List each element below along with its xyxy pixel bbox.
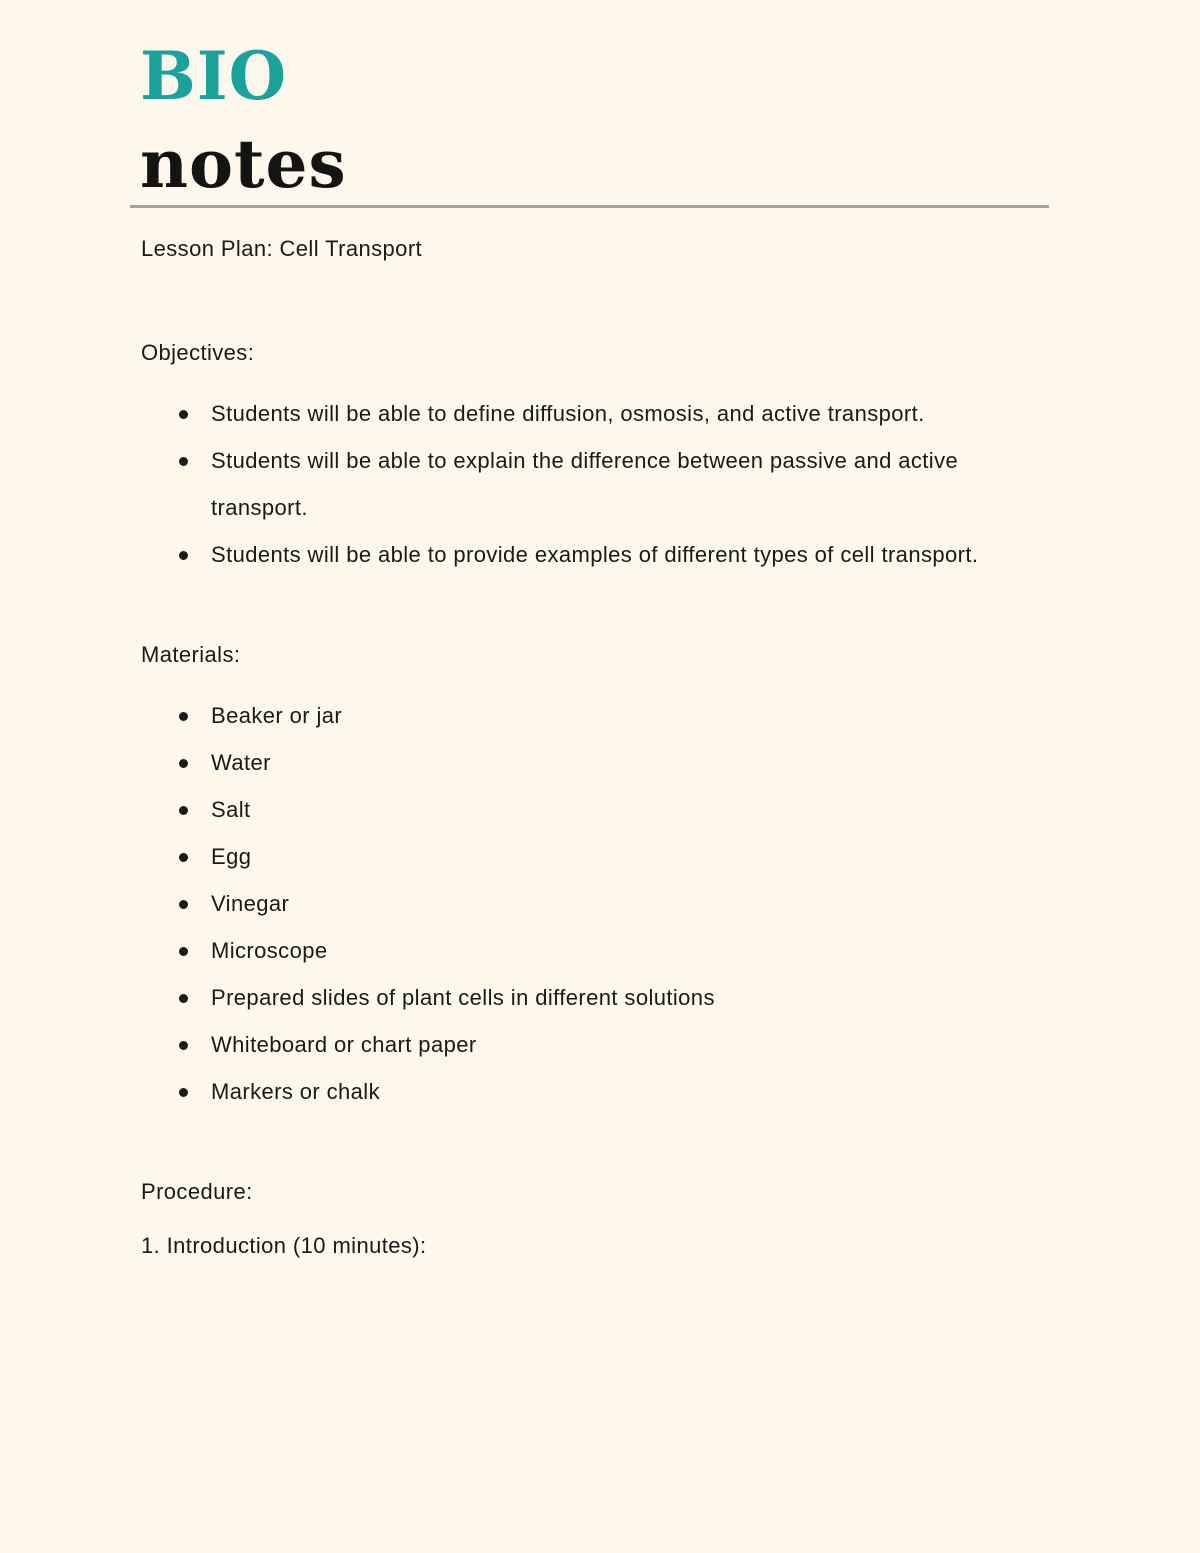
material-text: Egg	[211, 844, 252, 869]
lesson-title: Lesson Plan: Cell Transport	[141, 236, 423, 261]
material-item	[141, 974, 1051, 1021]
material-item	[141, 692, 1051, 739]
objective-text: Students will be able to explain the difference between passive and active transport.	[211, 448, 959, 520]
materials-list	[141, 692, 1051, 1115]
bullet-icon	[179, 806, 188, 815]
material-item	[141, 1068, 1051, 1115]
title-notes: notes	[140, 125, 347, 203]
material-item	[141, 786, 1051, 833]
bullet-icon	[179, 947, 188, 956]
objective-item	[141, 437, 1051, 531]
bullet-icon	[179, 1088, 188, 1097]
objective-text: Students will be able to provide examples of different types of cell transport.	[211, 542, 979, 567]
material-item	[141, 927, 1051, 974]
material-text: Prepared slides of plant cells in different solutions	[211, 985, 715, 1010]
material-text: Water	[211, 750, 271, 775]
header-divider	[130, 205, 1049, 208]
objective-item	[141, 531, 1051, 578]
material-item	[141, 1021, 1051, 1068]
document-body	[141, 232, 1051, 1263]
bullet-icon	[179, 994, 188, 1003]
material-text: Markers or chalk	[211, 1079, 380, 1104]
objectives-heading: Objectives:	[141, 340, 255, 365]
bullet-icon	[179, 853, 188, 862]
bullet-icon	[179, 712, 188, 721]
material-item	[141, 880, 1051, 927]
material-item	[141, 833, 1051, 880]
material-text: Salt	[211, 797, 251, 822]
material-text: Beaker or jar	[211, 703, 343, 728]
material-text: Whiteboard or chart paper	[211, 1032, 477, 1057]
material-text: Microscope	[211, 938, 328, 963]
bullet-icon	[179, 551, 188, 560]
bullet-icon	[179, 410, 188, 419]
material-text: Vinegar	[211, 891, 290, 916]
procedure-step-1: 1. Introduction (10 minutes):	[141, 1233, 427, 1258]
material-item	[141, 739, 1051, 786]
spacer	[141, 1115, 1051, 1175]
bullet-icon	[179, 759, 188, 768]
bullet-icon	[179, 1041, 188, 1050]
procedure-heading: Procedure:	[141, 1179, 253, 1204]
objective-item	[141, 390, 1051, 437]
materials-heading: Materials:	[141, 642, 241, 667]
spacer	[141, 578, 1051, 638]
bullet-icon	[179, 900, 188, 909]
title-bio: BIO	[140, 37, 288, 115]
bullet-icon	[179, 457, 188, 466]
objectives-list	[141, 390, 1051, 578]
objective-text: Students will be able to define diffusion, osmosis, and active transport.	[211, 401, 925, 426]
